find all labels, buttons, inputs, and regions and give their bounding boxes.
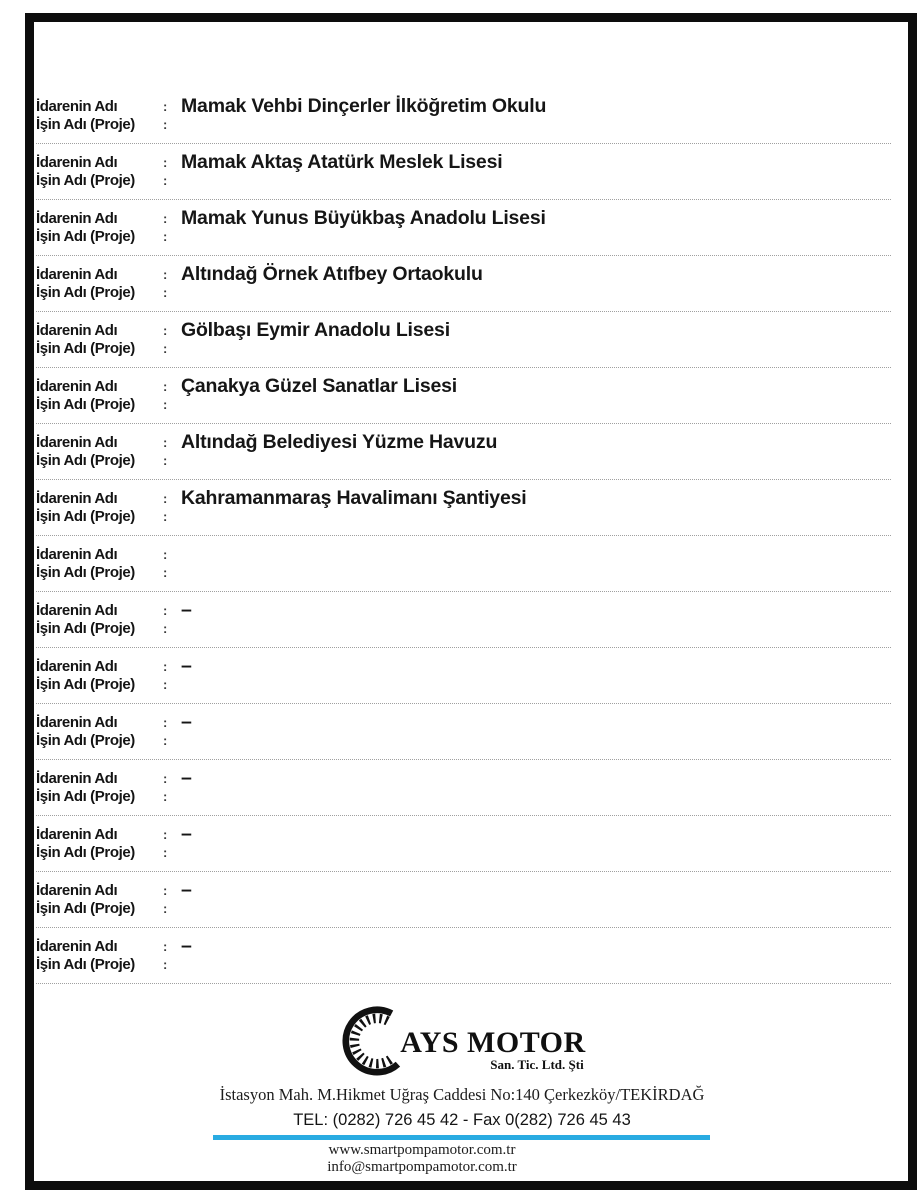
row-label-isin-adi-proje: İşin Adı (Proje) (36, 171, 135, 189)
row-label-idarenin-adi: İdarenin Adı (36, 434, 118, 451)
colon-separator: : (163, 340, 168, 356)
row-labels (36, 816, 163, 871)
row-colons (163, 536, 181, 591)
row-label-idarenin-adi: İdarenin Adı (36, 602, 118, 619)
colon-separator: : (163, 155, 168, 170)
row-label-isin-adi-proje: İşin Adı (Proje) (36, 619, 135, 637)
colon-separator: : (163, 284, 168, 300)
row-label-idarenin-adi: İdarenin Adı (36, 546, 118, 563)
row-label-isin-adi-proje: İşin Adı (Proje) (36, 339, 135, 357)
row-labels (36, 312, 163, 367)
table-row (36, 536, 891, 592)
colon-separator: : (163, 564, 168, 580)
row-labels (36, 592, 163, 647)
row-colons (163, 760, 181, 815)
footer-logo (0, 1002, 924, 1080)
company-subtitle: San. Tic. Ltd. Şti (490, 1057, 584, 1072)
colon-separator: : (163, 228, 168, 244)
colon-separator: : (163, 939, 168, 954)
row-colons (163, 648, 181, 703)
row-label-idarenin-adi: İdarenin Adı (36, 98, 118, 115)
row-label-idarenin-adi: İdarenin Adı (36, 210, 118, 227)
row-labels (36, 368, 163, 423)
colon-separator: : (163, 732, 168, 748)
table-row (36, 816, 891, 872)
accent-divider (213, 1135, 710, 1140)
row-value: Gölbaşı Eymir Anadolu Lisesi (181, 319, 450, 341)
company-website: www.smartpompamotor.com.tr (328, 1142, 516, 1158)
row-value: – (181, 711, 192, 733)
row-label-idarenin-adi: İdarenin Adı (36, 714, 118, 731)
table-row (36, 200, 891, 256)
row-label-isin-adi-proje: İşin Adı (Proje) (36, 731, 135, 749)
table-row (36, 88, 891, 144)
row-colons (163, 480, 181, 535)
table-row (36, 368, 891, 424)
colon-separator: : (163, 116, 168, 132)
row-value: Altındağ Belediyesi Yüzme Havuzu (181, 431, 498, 453)
row-label-idarenin-adi: İdarenin Adı (36, 322, 118, 339)
table-row (36, 648, 891, 704)
row-label-isin-adi-proje: İşin Adı (Proje) (36, 843, 135, 861)
colon-separator: : (163, 659, 168, 674)
row-value: – (181, 767, 192, 789)
row-value: Mamak Aktaş Atatürk Meslek Lisesi (181, 151, 503, 173)
row-labels (36, 536, 163, 591)
row-value: – (181, 935, 192, 957)
colon-separator: : (163, 827, 168, 842)
row-labels (36, 144, 163, 199)
row-label-isin-adi-proje: İşin Adı (Proje) (36, 115, 135, 133)
row-labels (36, 88, 163, 143)
footer-logo-text (400, 1002, 585, 1072)
colon-separator: : (163, 715, 168, 730)
table-row (36, 872, 891, 928)
company-email: info@smartpompamotor.com.tr (327, 1159, 517, 1175)
row-colons (163, 144, 181, 199)
company-name: AYS MOTOR (400, 1026, 586, 1059)
colon-separator: : (163, 788, 168, 804)
row-colons (163, 928, 181, 983)
row-label-isin-adi-proje: İşin Adı (Proje) (36, 787, 135, 805)
row-value: Çanakya Güzel Sanatlar Lisesi (181, 375, 457, 397)
row-label-idarenin-adi: İdarenin Adı (36, 658, 118, 675)
table-row (36, 256, 891, 312)
row-label-isin-adi-proje: İşin Adı (Proje) (36, 283, 135, 301)
colon-separator: : (163, 379, 168, 394)
colon-separator: : (163, 844, 168, 860)
colon-separator: : (163, 435, 168, 450)
row-value: Mamak Yunus Büyükbaş Anadolu Lisesi (181, 207, 546, 229)
row-label-isin-adi-proje: İşin Adı (Proje) (36, 227, 135, 245)
table-row (36, 592, 891, 648)
company-phone-fax: TEL: (0282) 726 45 42 - Fax 0(282) 726 45 43 (293, 1111, 631, 1129)
row-label-isin-adi-proje: İşin Adı (Proje) (36, 451, 135, 469)
table-row (36, 760, 891, 816)
colon-separator: : (163, 452, 168, 468)
row-colons (163, 312, 181, 367)
colon-separator: : (163, 547, 168, 562)
row-value: Kahramanmaraş Havalimanı Şantiyesi (181, 487, 527, 509)
row-labels (36, 648, 163, 703)
row-value (181, 536, 891, 591)
row-labels (36, 704, 163, 759)
row-labels (36, 424, 163, 479)
row-labels (36, 480, 163, 535)
colon-separator: : (163, 956, 168, 972)
colon-separator: : (163, 323, 168, 338)
row-label-idarenin-adi: İdarenin Adı (36, 378, 118, 395)
row-colons (163, 368, 181, 423)
row-labels (36, 760, 163, 815)
row-value: Altındağ Örnek Atıfbey Ortaokulu (181, 263, 483, 285)
row-label-isin-adi-proje: İşin Adı (Proje) (36, 899, 135, 917)
row-labels (36, 872, 163, 927)
table-row (36, 704, 891, 760)
colon-separator: : (163, 900, 168, 916)
row-label-isin-adi-proje: İşin Adı (Proje) (36, 955, 135, 973)
row-colons (163, 256, 181, 311)
colon-separator: : (163, 172, 168, 188)
row-colons (163, 592, 181, 647)
colon-separator: : (163, 771, 168, 786)
row-colons (163, 816, 181, 871)
row-value: – (181, 599, 192, 621)
colon-separator: : (163, 676, 168, 692)
colon-separator: : (163, 267, 168, 282)
row-labels (36, 928, 163, 983)
row-value: – (181, 655, 192, 677)
row-label-isin-adi-proje: İşin Adı (Proje) (36, 675, 135, 693)
row-label-idarenin-adi: İdarenin Adı (36, 770, 118, 787)
colon-separator: : (163, 620, 168, 636)
table-row (36, 424, 891, 480)
row-colons (163, 872, 181, 927)
row-colons (163, 88, 181, 143)
colon-separator: : (163, 491, 168, 506)
row-label-idarenin-adi: İdarenin Adı (36, 882, 118, 899)
table-row (36, 144, 891, 200)
row-label-idarenin-adi: İdarenin Adı (36, 826, 118, 843)
row-label-idarenin-adi: İdarenin Adı (36, 266, 118, 283)
row-colons (163, 200, 181, 255)
row-label-isin-adi-proje: İşin Adı (Proje) (36, 507, 135, 525)
company-web-contact (0, 1142, 884, 1176)
table-row (36, 928, 891, 984)
table-row (36, 312, 891, 368)
row-colons (163, 704, 181, 759)
row-value: Mamak Vehbi Dinçerler İlköğretim Okulu (181, 95, 547, 117)
row-label-isin-adi-proje: İşin Adı (Proje) (36, 563, 135, 581)
company-address: İstasyon Mah. M.Hikmet Uğraş Caddesi No:140 Çerkezköy/TEKİRDAĞ (219, 1085, 705, 1104)
row-label-idarenin-adi: İdarenin Adı (36, 154, 118, 171)
row-label-isin-adi-proje: İşin Adı (Proje) (36, 395, 135, 413)
colon-separator: : (163, 211, 168, 226)
row-label-idarenin-adi: İdarenin Adı (36, 490, 118, 507)
colon-separator: : (163, 603, 168, 618)
row-value: – (181, 823, 192, 845)
colon-separator: : (163, 396, 168, 412)
row-labels (36, 200, 163, 255)
colon-separator: : (163, 883, 168, 898)
row-label-idarenin-adi: İdarenin Adı (36, 938, 118, 955)
table-row (36, 480, 891, 536)
row-labels (36, 256, 163, 311)
row-colons (163, 424, 181, 479)
reference-list (36, 88, 891, 984)
colon-separator: : (163, 508, 168, 524)
row-value: – (181, 879, 192, 901)
colon-separator: : (163, 99, 168, 114)
